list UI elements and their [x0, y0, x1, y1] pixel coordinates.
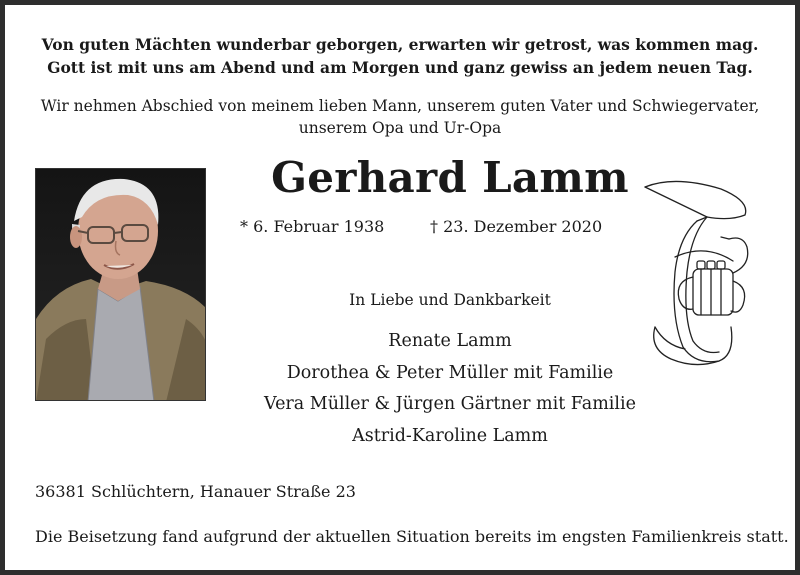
burial-note: Die Beisetzung fand aufgrund der aktuellen Situation bereits im engsten Familienkreis statt.: [35, 527, 789, 546]
intro-line-2: unserem Opa und Ur-Opa: [298, 119, 502, 137]
deceased-name: Gerhard Lamm: [271, 153, 629, 202]
mourner-name: Dorothea & Peter Müller mit Familie: [286, 362, 614, 383]
poem-line-2: Gott ist mit uns am Abend und am Morgen und ganz gewiss an jedem neuen Tag.: [47, 58, 753, 77]
intro-line-1: Wir nehmen Abschied von meinem lieben Mann, unserem guten Vater und Schwiegervater,: [40, 97, 760, 115]
poem-quote: [5, 33, 795, 79]
death-date: † 23. Dezember 2020: [430, 217, 603, 236]
address: 36381 Schlüchtern, Hanauer Straße 23: [35, 482, 356, 501]
mourner-name: Renate Lamm: [388, 331, 512, 351]
thanks-line: In Liebe und Dankbarkeit: [349, 291, 551, 309]
mourner-name: Vera Müller & Jürgen Gärtner mit Familie: [264, 394, 636, 414]
farewell-intro: [5, 95, 795, 139]
mourner-list: [180, 326, 720, 452]
mourner-name: Astrid-Karoline Lamm: [352, 425, 548, 446]
birth-date: * 6. Februar 1938: [240, 217, 385, 236]
poem-line-1: Von guten Mächten wunderbar geborgen, erwarten wir getrost, was kommen mag.: [41, 35, 759, 54]
